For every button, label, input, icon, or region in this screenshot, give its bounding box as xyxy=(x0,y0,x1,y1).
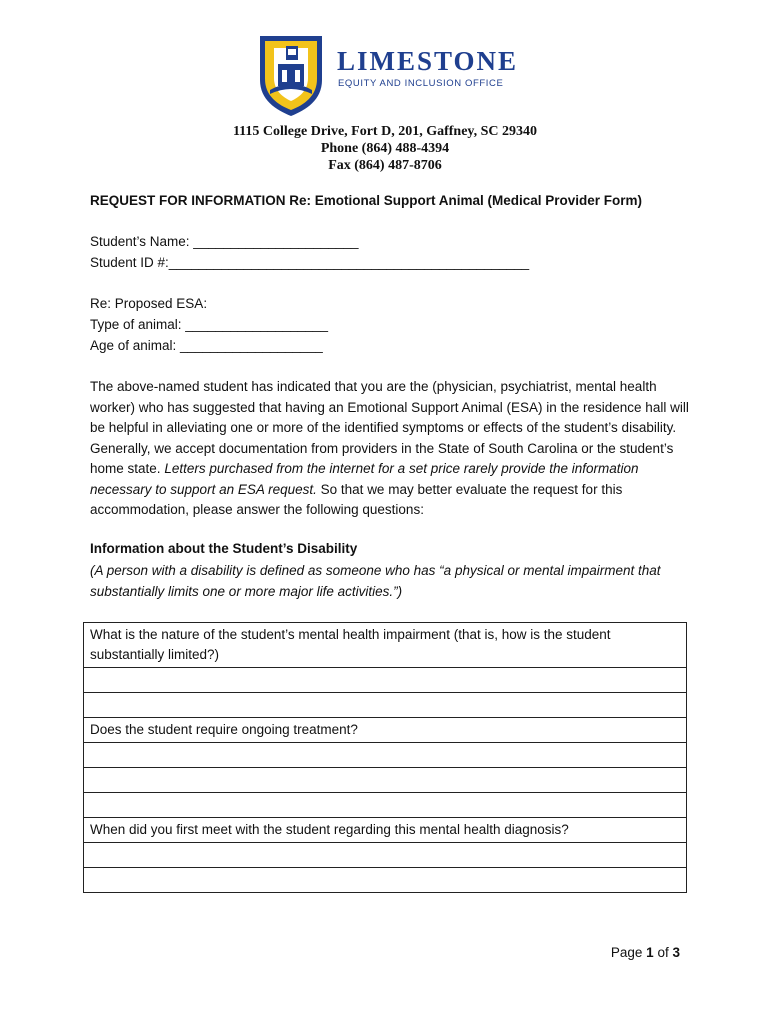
page-current: 1 xyxy=(646,945,654,960)
table-row xyxy=(84,693,687,718)
table-row xyxy=(84,718,687,743)
questions-table xyxy=(83,622,687,893)
proposed-esa-label: Re: Proposed ESA: xyxy=(90,296,208,311)
intro-part1: The above-named student has indicated that you are the (physician, psychiatrist, mental health worker) who has suggested that having an Emotional Support Animal (ESA) in the residence hall will be helpful in alleviating one or more of the identified symptoms or effects of the student’s disability. Generally, we accept documentation from providers in the State of South Carolina or the student’s home state. xyxy=(90,379,689,476)
answer-line[interactable] xyxy=(84,743,687,768)
question-2: Does the student require ongoing treatment? xyxy=(84,718,687,743)
limestone-logo-shield xyxy=(256,34,326,118)
table-row xyxy=(84,818,687,843)
table-row xyxy=(84,768,687,793)
age-of-animal-field[interactable]: Age of animal: ___________________ xyxy=(90,338,323,353)
page-of: of xyxy=(657,945,669,960)
table-row xyxy=(84,743,687,768)
answer-line[interactable] xyxy=(84,793,687,818)
answer-line[interactable] xyxy=(84,693,687,718)
address: 1115 College Drive, Fort D, 201, Gaffney, SC 29340 xyxy=(232,124,538,139)
fax: Fax (864) 487-8706 xyxy=(328,158,442,173)
intro-paragraph xyxy=(90,377,690,521)
table-row xyxy=(84,668,687,693)
page-total: 3 xyxy=(672,945,680,960)
type-of-animal-field[interactable]: Type of animal: ___________________ xyxy=(90,317,328,332)
student-id-field[interactable]: Student ID #:________________________________________________ xyxy=(90,255,530,270)
answer-line[interactable] xyxy=(84,843,687,868)
intro-part2: So that we may better evaluate the request for this accommodation, please answer the following questions: xyxy=(90,481,623,517)
student-name-field[interactable]: Student’s Name: ______________________ xyxy=(90,234,359,249)
table-row xyxy=(84,793,687,818)
section-note: (A person with a disability is defined as someone who has “a physical or mental impairment that substantially limits one or more major life activities.”) xyxy=(90,563,661,599)
page-indicator xyxy=(611,945,680,960)
table-row xyxy=(84,623,687,668)
phone: Phone (864) 488-4394 xyxy=(320,141,450,156)
question-3: When did you first meet with the student regarding this mental health diagnosis? xyxy=(84,818,687,843)
answer-line[interactable] xyxy=(84,868,687,893)
org-subtitle: EQUITY AND INCLUSION OFFICE xyxy=(338,78,504,89)
answer-line[interactable] xyxy=(84,668,687,693)
form-title: REQUEST FOR INFORMATION Re: Emotional Support Animal (Medical Provider Form) xyxy=(90,193,643,208)
question-1: What is the nature of the student’s mental health impairment (that is, how is the student substantially limited?) xyxy=(84,623,687,668)
table-row xyxy=(84,868,687,893)
section-heading: Information about the Student’s Disability xyxy=(90,541,358,556)
intro-italic: Letters purchased from the internet for a set price rarely provide the information necessary to support an ESA request. xyxy=(90,461,639,497)
page-label: Page xyxy=(610,945,643,960)
answer-line[interactable] xyxy=(84,768,687,793)
org-name: LIMESTONE xyxy=(337,46,519,76)
table-row xyxy=(84,843,687,868)
